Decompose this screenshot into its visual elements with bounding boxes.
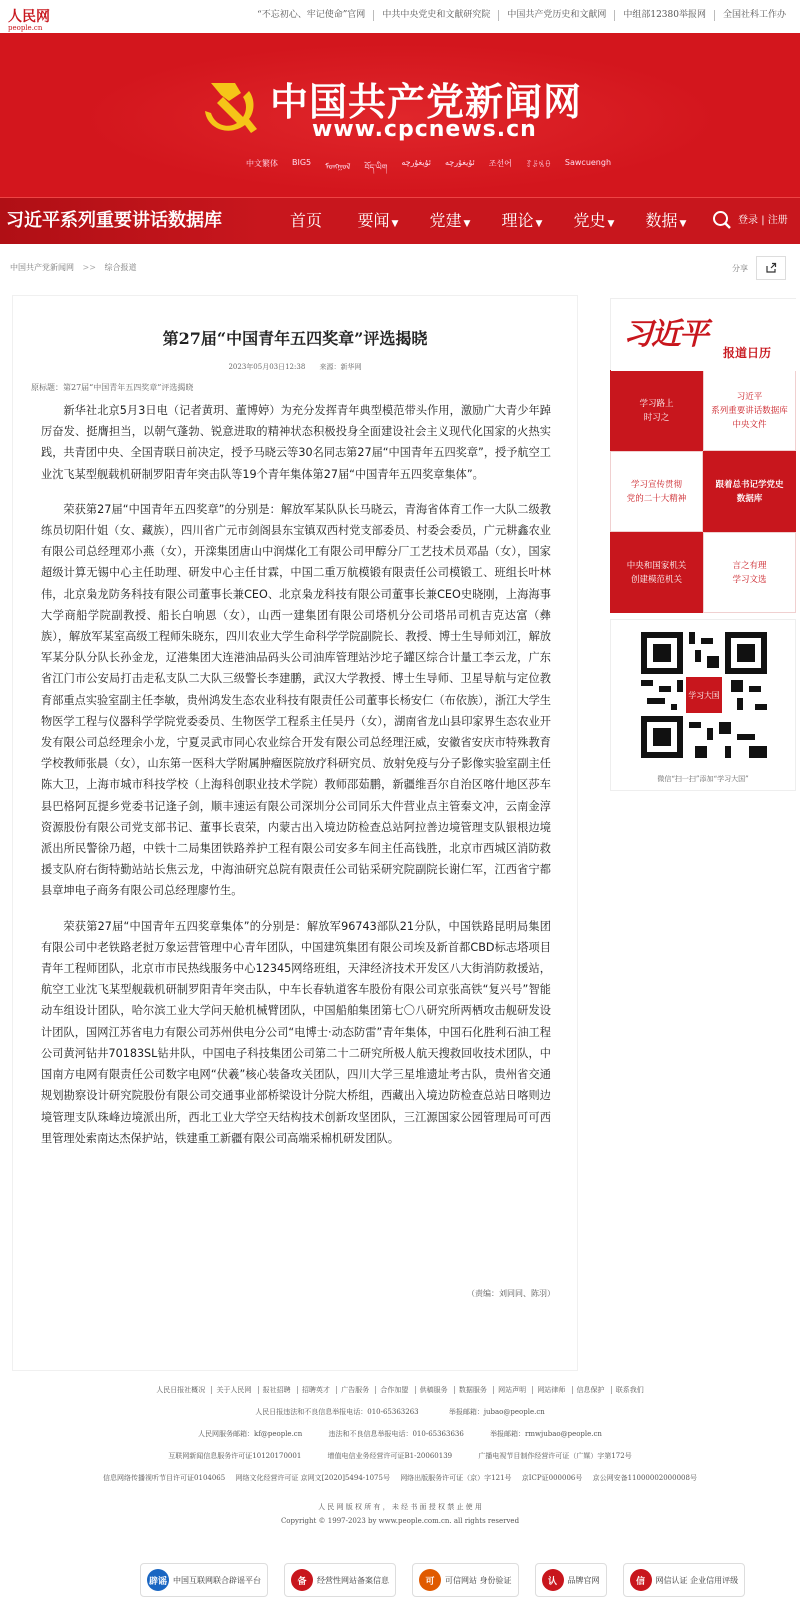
- badge-rumor-platform[interactable]: [140, 1563, 268, 1597]
- footer-link[interactable]: 关于人民网: [211, 1386, 255, 1394]
- site-url: www.cpcnews.cn: [312, 117, 537, 142]
- report-calendar-banner[interactable]: [610, 298, 796, 370]
- top-link[interactable]: 中共中央党史和文献研究院: [373, 10, 498, 21]
- footer-links: [0, 1385, 800, 1395]
- sidebar: [610, 298, 796, 791]
- sidebar-tile[interactable]: [703, 451, 796, 532]
- nav-item-theory[interactable]: [486, 198, 558, 247]
- footer-text: 举报邮箱：jubao@people.cn: [448, 1408, 545, 1416]
- article-source[interactable]: 来源：新华网: [319, 363, 362, 371]
- speech-database-link[interactable]: 习近平系列重要讲话数据库: [0, 198, 262, 244]
- footer-license-line: [0, 1451, 800, 1461]
- footer-service-line: [0, 1429, 800, 1439]
- report-calendar-label: 报道日历: [723, 346, 772, 360]
- qr-code-icon: [641, 632, 767, 758]
- article-paragraph: 荣获第27届“中国青年五四奖章集体”的分别是：解放军96743部队21分队，中国铁路昆明局集团有限公司中老铁路老挝万象运营管理中心青年团队，中国建筑集团有限公司埃及新首都CBD标志塔项目青年工程师团队，北京市市民热线服务中心12345网络班组，天津经济技术开发区八大街消防救援站，航空工业沈飞某型舰载机研制罗阳青年突击队，中车长春轨道客车股份有限公司京张高铁“复兴号”智能动车组设计团队，哈尔滨工业大学问天舱机械臂团队，中国船舶集团第七〇八研究所两栖攻击舰研发设计团队，国网江苏省电力有限公司苏州供电分公司“电博士·动态防雷”青年集体，中国石化胜利石油工程公司黄河钻井70183SL钻井队，中国电子科技集团公司第二十二研究所极人航天搜救回收技术团队，中国南方电网有限责任公司数字电网“伏羲”核心装备攻关团队，四川大学三星堆遗址考古队，贵州省交通规划勘察设计研究院股份有限公司交通事业部桥梁设计分院大桥组，西藏出入境边防检查总站日喀则边境管理支队珠峰边境派出所，西北工业大学空天结构技术创新攻坚团队，三江源国家公园管理局可可西里管理处索南达杰保护站，铁建重工新疆有限公司高端采棉机研发团队。: [41, 919, 551, 1145]
- rumor-platform-icon: 辟谣: [147, 1569, 169, 1591]
- people-logo[interactable]: [8, 6, 50, 32]
- article-editor: （责编：刘同同、陈羽）: [467, 1289, 555, 1298]
- footer-link[interactable]: 招聘英才: [297, 1386, 334, 1394]
- nav-item-party[interactable]: [414, 198, 486, 247]
- copyright-cn: 人 民 网 版 权 所 有 ， 未 经 书 面 授 权 禁 止 使 用: [318, 1503, 482, 1511]
- footer-link[interactable]: 人民日报社概况: [156, 1386, 206, 1394]
- article-body: [41, 400, 551, 1163]
- register-link[interactable]: 注册: [767, 215, 788, 226]
- nav-label: 数据: [645, 211, 678, 230]
- footer-link[interactable]: 网站律师: [532, 1386, 569, 1394]
- breadcrumb: [10, 262, 137, 273]
- footer-text[interactable]: 京ICP证000006号: [521, 1474, 583, 1482]
- article-title: 第27届“中国青年五四奖章”评选揭晓: [162, 329, 428, 348]
- nav-label: 要闻: [357, 211, 390, 230]
- nav-menu: [270, 198, 702, 247]
- footer-license-line-2: [0, 1473, 800, 1483]
- qr-code-panel: [610, 619, 796, 791]
- auth-links: [738, 198, 788, 244]
- footer-text: 违法和不良信息举报电话：010-65363636: [328, 1430, 464, 1438]
- logo-text: 人民网: [8, 9, 50, 25]
- logo-subtext: people.cn: [8, 24, 43, 32]
- trusted-icon: 可: [419, 1569, 441, 1591]
- article-paragraph: 荣获第27届“中国青年五四奖章”的分别是：解放军某队队长马晓云，青海省体育工作一大队二级教练员切阳什姐（女、藏族），四川省广元市剑阁县东宝镇双西村党支部委员、村委会委员，广元耕鑫农业有限公司总经理邓小燕（女），开滦集团唐山中润煤化工有限公司甲醇分厂工艺技术员邓晶（女），国家超级计算无锡中心主任助理、研发中心主任甘霖，中国二重万航模锻有限责任公司模锻工、班组长叶林伟，北京枭龙防务科技有限公司董事长兼CEO、北京枭龙科技有限公司董事长兼CEO史晓刚，上海海事大学商船学院副教授、船长白响恩（女），山西一建集团有限公司塔机分公司塔吊司机吉克达富（彝族），解放军某室高级工程师朱晓东，四川农业大学生命科学学院副院长、教授、博士生导师刘江，解放军某分队分队长孙金龙，辽港集团大连港油品码头公司油库管理站沙坨子罐区综合计量工李云龙，广东省江门市公安局打击走私支队二大队三级警长李建鹏，武汉大学教授、博士生导师、卫星导航与定位教育部重点实验室副主任李敏，贵州鸿发生态农业科技有限责任公司董事长杨安仁（布依族），浙江大学生物医学工程与仪器科学学院党委委员、生物医学工程系主任吴丹（女），湖南省龙山县印家界生态农业开发有限公司总经理余小龙，宁夏灵武市同心农业综合开发有限公司总经理汪威，安徽省安庆市特殊教育学校教师张晨（女），山东第一医科大学附属肿瘤医院放疗科研究员、放射免疫与分子影像实验室副主任陈大卫，上海市城市科技学校（上海科创职业技术学院）教师邵茹鹏，新疆维吾尔自治区喀什地区莎车县巴格阿瓦提乡党委书记逢子剑，顺丰速运有限公司深圳分公司同乐大件营业点主管秦文冲，云南金淳资源股份有限公司党支部书记、董事长袁荣，内蒙古出入境边防检查总站阿拉善边境管理支队银根边境派出所民警徐乃超，中铁十二局集团铁路养护工程有限公司安多车间主任高钱胜，北京市西城区消防救援支队府右街特勤站站长焦云龙，中海油研究总院有限责任公司钻采研究院副院长谢仁军，江西省宁都县章坤电子商务有限公司总经理廖竹生。: [41, 502, 551, 898]
- language-link[interactable]: ئۇيغۇرچە: [401, 158, 432, 167]
- badge-trusted-site[interactable]: [412, 1563, 519, 1597]
- footer-text[interactable]: 互联网新闻信息服务许可证10120170001: [168, 1452, 302, 1460]
- footer-link[interactable]: 广告服务: [336, 1386, 373, 1394]
- language-link[interactable]: ئۇيغۇرچە: [445, 158, 475, 167]
- breadcrumb-home[interactable]: 中国共产党新闻网: [10, 263, 74, 272]
- footer-link[interactable]: 报社招聘: [258, 1386, 295, 1394]
- share-label: 分享: [732, 263, 748, 273]
- nav-item-history[interactable]: [558, 198, 630, 247]
- article-paragraph: 新华社北京5月3日电（记者黄玥、董博婷）为充分发挥青年典型模范带头作用，激励广大青少年踔厉奋发、挺膺担当，以朝气蓬勃、锐意进取的精神状态积极投身全面建设社会主义现代化国家的火热实践，共青团中央、全国青联日前决定，授予马晓云等30名同志第27届“中国青年五四奖章”，授予航空工业沈飞某型舰载机研制罗阳青年突击队等19个青年集体第27届“中国青年五四奖章集体”。: [41, 404, 551, 481]
- brand-icon: 认: [542, 1569, 564, 1591]
- footer-link[interactable]: 数据服务: [454, 1386, 491, 1394]
- footer-text[interactable]: 增值电信业务经营许可证B1-20060139: [327, 1452, 453, 1460]
- qr-center-label: 学习大国: [688, 691, 720, 700]
- badge-label: 中国互联网联合辟谣平台: [173, 1575, 261, 1585]
- party-emblem-icon: [193, 71, 263, 141]
- site-title: 中国共产党新闻网: [270, 80, 583, 124]
- footer-report-line: [0, 1407, 800, 1417]
- badge-label: 经营性网站备案信息: [317, 1575, 389, 1585]
- tile-label: 中央和国家机关 创建模范机关: [626, 560, 687, 585]
- sidebar-grid: [610, 370, 796, 613]
- language-link[interactable]: BIG5: [292, 158, 312, 167]
- article: [12, 295, 578, 1371]
- language-link[interactable]: 中文繁体: [246, 159, 278, 168]
- top-link[interactable]: 中组部12380举报网: [614, 10, 714, 21]
- sidebar-tile[interactable]: [703, 532, 796, 613]
- chevron-down-icon: ▼: [391, 219, 399, 229]
- footer-link[interactable]: 供稿服务: [415, 1386, 452, 1394]
- nav-item-news[interactable]: [342, 198, 414, 247]
- login-link[interactable]: 登录: [738, 215, 758, 226]
- language-link[interactable]: 조선어: [488, 159, 512, 168]
- footer-text[interactable]: 网络文化经营许可证 京网文[2020]5494-1075号: [235, 1474, 390, 1482]
- footer-link[interactable]: 合作加盟: [375, 1386, 412, 1394]
- article-meta: [13, 362, 577, 372]
- footer-link[interactable]: 联系我们: [611, 1386, 648, 1394]
- chevron-down-icon: ▼: [463, 219, 471, 229]
- badge-label: 品牌官网: [567, 1575, 600, 1585]
- search-icon[interactable]: [712, 210, 732, 230]
- badge-credit-rating[interactable]: [623, 1563, 746, 1597]
- footer-text[interactable]: 网络出版服务许可证（京）字121号: [400, 1474, 512, 1482]
- nav-label: 党史: [573, 211, 606, 230]
- qr-caption: 微信“扫一扫”添加“学习大国”: [657, 775, 749, 783]
- share-area: [732, 256, 786, 280]
- footer-text[interactable]: 京公网安备11000002000008号: [592, 1474, 697, 1482]
- breadcrumb-section[interactable]: 综合报道: [104, 263, 137, 272]
- top-link[interactable]: 中国共产党历史和文献网: [498, 10, 614, 21]
- sidebar-tile[interactable]: [610, 532, 703, 613]
- footer-link[interactable]: 网站声明: [493, 1386, 530, 1394]
- footer-text: 人民网服务邮箱：kf@people.cn: [198, 1430, 303, 1438]
- signature-logo: 习近平: [623, 317, 707, 352]
- sidebar-tile[interactable]: [610, 370, 703, 451]
- record-icon: 备: [291, 1569, 313, 1591]
- nav-label: 首页: [289, 211, 322, 230]
- tile-label: 学习宣传贯彻 党的二十大精神: [626, 479, 687, 504]
- top-links: [249, 10, 794, 21]
- footer-text: 举报邮箱：rmwjubao@people.cn: [490, 1430, 602, 1438]
- tile-label: 言之有理 学习文选: [732, 560, 767, 585]
- sidebar-tile[interactable]: [610, 451, 703, 532]
- original-title: 原标题：第27届“中国青年五四奖章”评选揭晓: [31, 383, 194, 392]
- chevron-down-icon: ▼: [535, 219, 543, 229]
- footer-link[interactable]: 信息保护: [572, 1386, 609, 1394]
- share-icon: [765, 262, 777, 274]
- nav-item-home[interactable]: [270, 198, 342, 247]
- language-link[interactable]: ᠮᠣᠩᠭᠣᠯ: [325, 162, 351, 171]
- certification-badges: [140, 1563, 745, 1597]
- auth-divider: |: [761, 215, 768, 226]
- badge-site-record[interactable]: [284, 1563, 396, 1597]
- language-link[interactable]: ꆈꌠꁱꂷ: [525, 160, 551, 169]
- badge-label: 网信认证 企业信用评级: [655, 1575, 739, 1585]
- nav-label: 理论: [501, 211, 534, 230]
- top-link[interactable]: 全国社科工作办: [714, 10, 794, 21]
- sidebar-tile[interactable]: [703, 370, 796, 451]
- footer-text[interactable]: 信息网络传播视听节目许可证0104065: [103, 1474, 226, 1482]
- nav-label: 党建: [429, 211, 462, 230]
- main-nav: [0, 197, 800, 244]
- language-link[interactable]: Sawcuengh: [564, 158, 612, 167]
- tile-label: 跟着总书记学党史 数据库: [715, 479, 784, 504]
- language-links: [246, 158, 611, 181]
- article-date: 2023年05月03日12:38: [228, 363, 306, 371]
- nav-item-data[interactable]: [630, 198, 702, 247]
- tile-label: 习近平 系列重要讲话数据库 中央文件: [711, 391, 788, 430]
- top-link[interactable]: “不忘初心、牢记使命”官网: [257, 10, 366, 20]
- credit-icon: 信: [630, 1569, 652, 1591]
- footer-text: 人民日报违法和不良信息举报电话：010-65363263: [255, 1408, 419, 1416]
- site-banner: [0, 33, 800, 197]
- badge-label: 可信网站 身份验证: [445, 1575, 512, 1585]
- copyright-en: Copyright © 1997-2023 by www.people.com.cn. all rights reserved: [280, 1517, 520, 1525]
- badge-brand-site[interactable]: [535, 1563, 607, 1597]
- tile-label: 学习路上 时习之: [639, 398, 674, 423]
- share-button[interactable]: [756, 256, 786, 280]
- footer-text[interactable]: 广播电视节目制作经营许可证（广媒）字第172号: [478, 1452, 632, 1460]
- language-link[interactable]: བོད་ཡིག: [364, 163, 388, 172]
- breadcrumb-separator: >>: [82, 263, 96, 272]
- top-bar: [0, 0, 800, 34]
- chevron-down-icon: ▼: [679, 219, 687, 229]
- chevron-down-icon: ▼: [607, 219, 615, 229]
